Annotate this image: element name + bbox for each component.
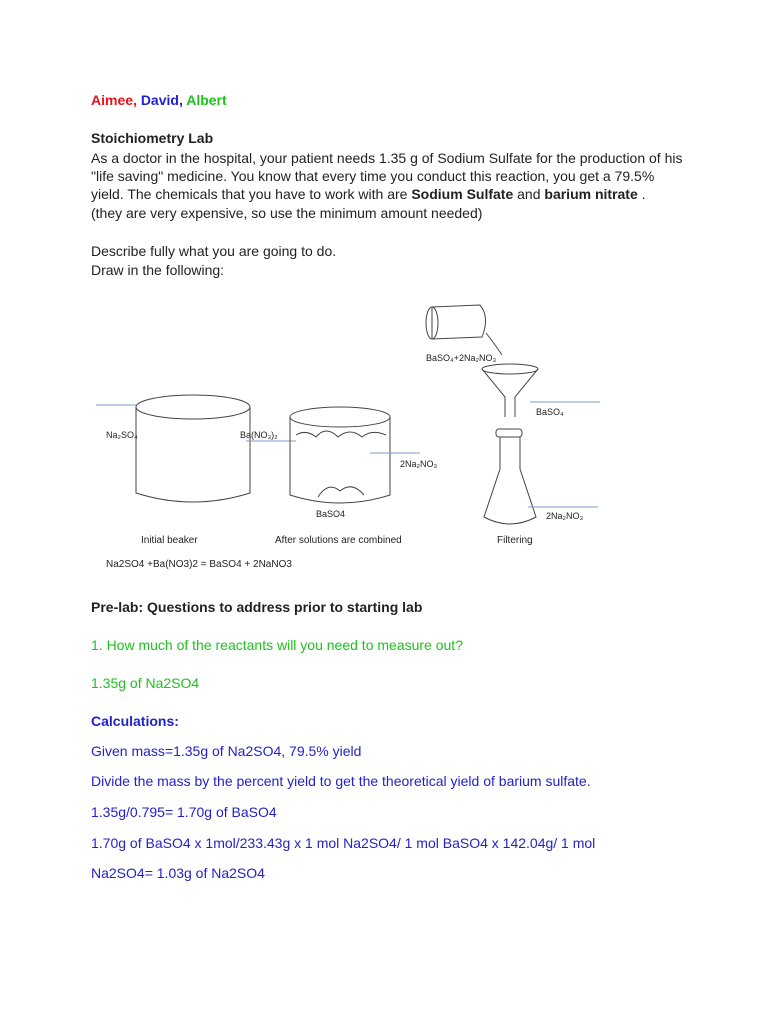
calc-line: 1.70g of BaSO4 x 1mol/233.43g x 1 mol Na2SO4/ 1 mol BaSO4 x 142.04g/ 1 mol <box>91 835 596 851</box>
filtering-caption: Filtering <box>497 535 533 546</box>
intro-line-4: (they are very expensive, so use the minimum amount needed) <box>91 205 483 221</box>
lab-title: Stoichiometry Lab <box>91 130 214 146</box>
initial-beaker-label: Na₂SO₄ <box>106 430 138 440</box>
erlenmeyer-flask-icon <box>484 429 598 524</box>
intro-line-3 <box>91 184 646 204</box>
instruction-describe: Describe fully what you are going to do. <box>91 243 337 259</box>
intro-line-1: As a doctor in the hospital, your patient needs 1.35 g of Sodium Sulfate for the production of his <box>91 150 683 166</box>
question-1: 1. How much of the reactants will you need to measure out? <box>91 637 463 653</box>
intro-line-3-start: yield. The chemicals that you have to work with are <box>91 186 412 202</box>
barium-nitrate-label: Ba(NO₃)₂ <box>240 430 278 440</box>
reaction-equation: Na2SO4 +Ba(NO3)2 = BaSO4 + 2NaNO3 <box>106 559 292 570</box>
author-separator: , <box>178 92 187 108</box>
combined-beaker-icon <box>290 407 420 503</box>
pour-mixture-label: BaSO₄+2Na₂NO₃ <box>426 353 497 363</box>
sodium-nitrate-solution-label: 2Na₂NO₃ <box>400 459 438 469</box>
calc-line: Divide the mass by the percent yield to get the theoretical yield of barium sulfate. <box>91 773 591 789</box>
author-aimee: Aimee <box>91 92 134 108</box>
combined-caption: After solutions are combined <box>275 535 402 546</box>
calculations-heading: Calculations: <box>91 713 179 729</box>
author-david: David <box>140 92 179 108</box>
calc-line: Na2SO4= 1.03g of Na2SO4 <box>91 865 265 881</box>
calc-line: 1.35g/0.795= 1.70g of BaSO4 <box>91 804 277 820</box>
author-albert: Albert <box>186 92 227 108</box>
author-separator: , <box>133 92 141 108</box>
instruction-draw: Draw in the following: <box>91 262 225 278</box>
intro-line-2: "life saving" medicine. You know that every time you conduct this reaction, you get a 79.5% <box>91 168 655 184</box>
filtrate-label: 2Na₂NO₃ <box>546 511 584 521</box>
prelab-heading: Pre-lab: Questions to address prior to starting lab <box>91 599 423 615</box>
funnel-residue-label: BaSO₄ <box>536 407 564 417</box>
intro-line-3-end: . <box>637 186 646 202</box>
intro-and: and <box>513 186 545 202</box>
initial-beaker-caption: Initial beaker <box>141 535 198 546</box>
chemical-barium-nitrate: barium nitrate <box>544 186 638 202</box>
precipitate-label: BaSO4 <box>316 509 346 519</box>
lab-diagram <box>0 295 768 585</box>
lab-diagram-svg <box>0 295 768 585</box>
answer-1: 1.35g of Na2SO4 <box>91 675 200 691</box>
chemical-sodium-sulfate: Sodium Sulfate <box>411 186 514 202</box>
initial-beaker-icon <box>96 395 296 502</box>
calc-line: Given mass=1.35g of Na2SO4, 79.5% yield <box>91 743 362 759</box>
pouring-beaker-icon <box>426 305 502 355</box>
author-line <box>91 90 227 110</box>
